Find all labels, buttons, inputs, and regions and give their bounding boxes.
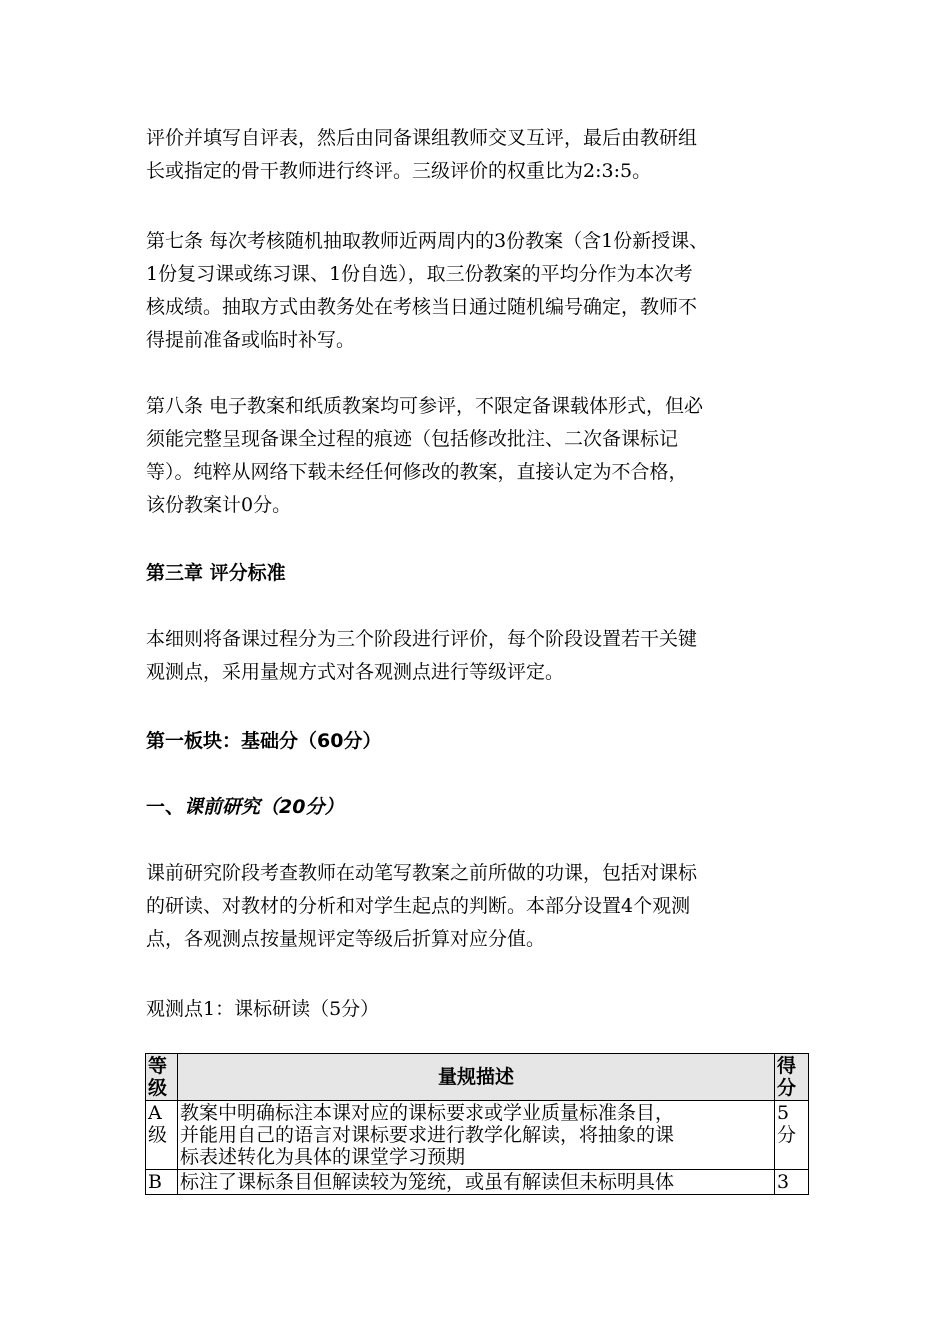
score-cell bbox=[775, 1170, 809, 1195]
description-line: 标注了课标条目但解读较为笼统，或虽有解读但未标明具体 bbox=[180, 1171, 675, 1193]
description-line: 教案中明确标注本课对应的课标要求或学业质量标准条目， bbox=[180, 1102, 675, 1124]
grade-line: 级 bbox=[148, 1124, 168, 1146]
grade-line: B bbox=[148, 1171, 162, 1193]
paragraph-article-8 bbox=[146, 390, 816, 522]
paragraph-pre-class-research bbox=[146, 857, 816, 956]
text-line: 核成绩。抽取方式由教务处在考核当日通过随机编号确定，教师不 bbox=[146, 296, 698, 318]
text-line: 第七条 每次考核随机抽取教师近两周内的3份教案（含1份新授课、 bbox=[146, 230, 709, 252]
text-line: 第八条 电子教案和纸质教案均可参评，不限定备课载体形式，但必 bbox=[146, 395, 704, 417]
description-line: 标表述转化为具体的课堂学习预期 bbox=[180, 1146, 466, 1168]
text-line: 本细则将备课过程分为三个阶段进行评价，每个阶段设置若干关键 bbox=[146, 628, 698, 650]
header-grade-line: 级 bbox=[148, 1077, 168, 1099]
subsection-prefix: 一、 bbox=[146, 796, 185, 818]
table-row bbox=[146, 1170, 809, 1195]
grade-cell bbox=[146, 1170, 178, 1195]
score-line: 分 bbox=[777, 1124, 797, 1146]
subsection-title: 课前研究（20分） bbox=[184, 796, 344, 818]
table-caption: 观测点1：课标研读（5分） bbox=[146, 998, 380, 1020]
text-line: 该份教案计0分。 bbox=[146, 494, 292, 516]
paragraph-article-7 bbox=[146, 225, 816, 357]
grade-line: A bbox=[148, 1102, 162, 1124]
description-cell bbox=[178, 1170, 775, 1195]
subsection-heading bbox=[146, 792, 816, 822]
header-score bbox=[775, 1054, 809, 1101]
table-row bbox=[146, 1101, 809, 1170]
text-line: 的研读、对教材的分析和对学生起点的判断。本部分设置4个观测 bbox=[146, 895, 691, 917]
text-line: 1份复习课或练习课、1份自选），取三份教案的平均分作为本次考 bbox=[146, 263, 693, 285]
text-line: 点，各观测点按量规评定等级后折算对应分值。 bbox=[146, 928, 546, 950]
description-cell bbox=[178, 1101, 775, 1170]
header-score-line: 分 bbox=[777, 1077, 797, 1099]
header-description: 量规描述 bbox=[178, 1054, 775, 1101]
header-score-line: 得 bbox=[777, 1055, 797, 1077]
grade-cell bbox=[146, 1101, 178, 1170]
text-line: 课前研究阶段考查教师在动笔写教案之前所做的功课，包括对课标 bbox=[146, 862, 698, 884]
text-line: 评价并填写自评表，然后由同备课组教师交叉互评，最后由教研组 bbox=[146, 127, 698, 149]
score-line: 3 bbox=[777, 1171, 790, 1193]
text-line: 等）。纯粹从网络下载未经任何修改的教案，直接认定为不合格， bbox=[146, 461, 688, 483]
text-line: 长或指定的骨干教师进行终评。三级评价的权重比为2:3:5。 bbox=[146, 160, 652, 182]
text-line: 观测点，采用量规方式对各观测点进行等级评定。 bbox=[146, 661, 565, 683]
paragraph-chapter-intro bbox=[146, 623, 816, 689]
score-line: 5 bbox=[777, 1102, 790, 1124]
rubric-table bbox=[145, 1053, 809, 1195]
table-header-row bbox=[146, 1054, 809, 1101]
paragraph-evaluation-process bbox=[146, 122, 816, 188]
text-line: 得提前准备或临时补写。 bbox=[146, 329, 356, 351]
header-grade bbox=[146, 1054, 178, 1101]
header-grade-line: 等 bbox=[148, 1055, 168, 1077]
description-line: 并能用自己的语言对课标要求进行教学化解读，将抽象的课 bbox=[180, 1124, 675, 1146]
section-heading: 第一板块：基础分（60分） bbox=[146, 730, 382, 752]
text-line: 须能完整呈现备课全过程的痕迹（包括修改批注、二次备课标记 bbox=[146, 428, 679, 450]
chapter-heading: 第三章 评分标准 bbox=[146, 562, 286, 584]
score-cell bbox=[775, 1101, 809, 1170]
